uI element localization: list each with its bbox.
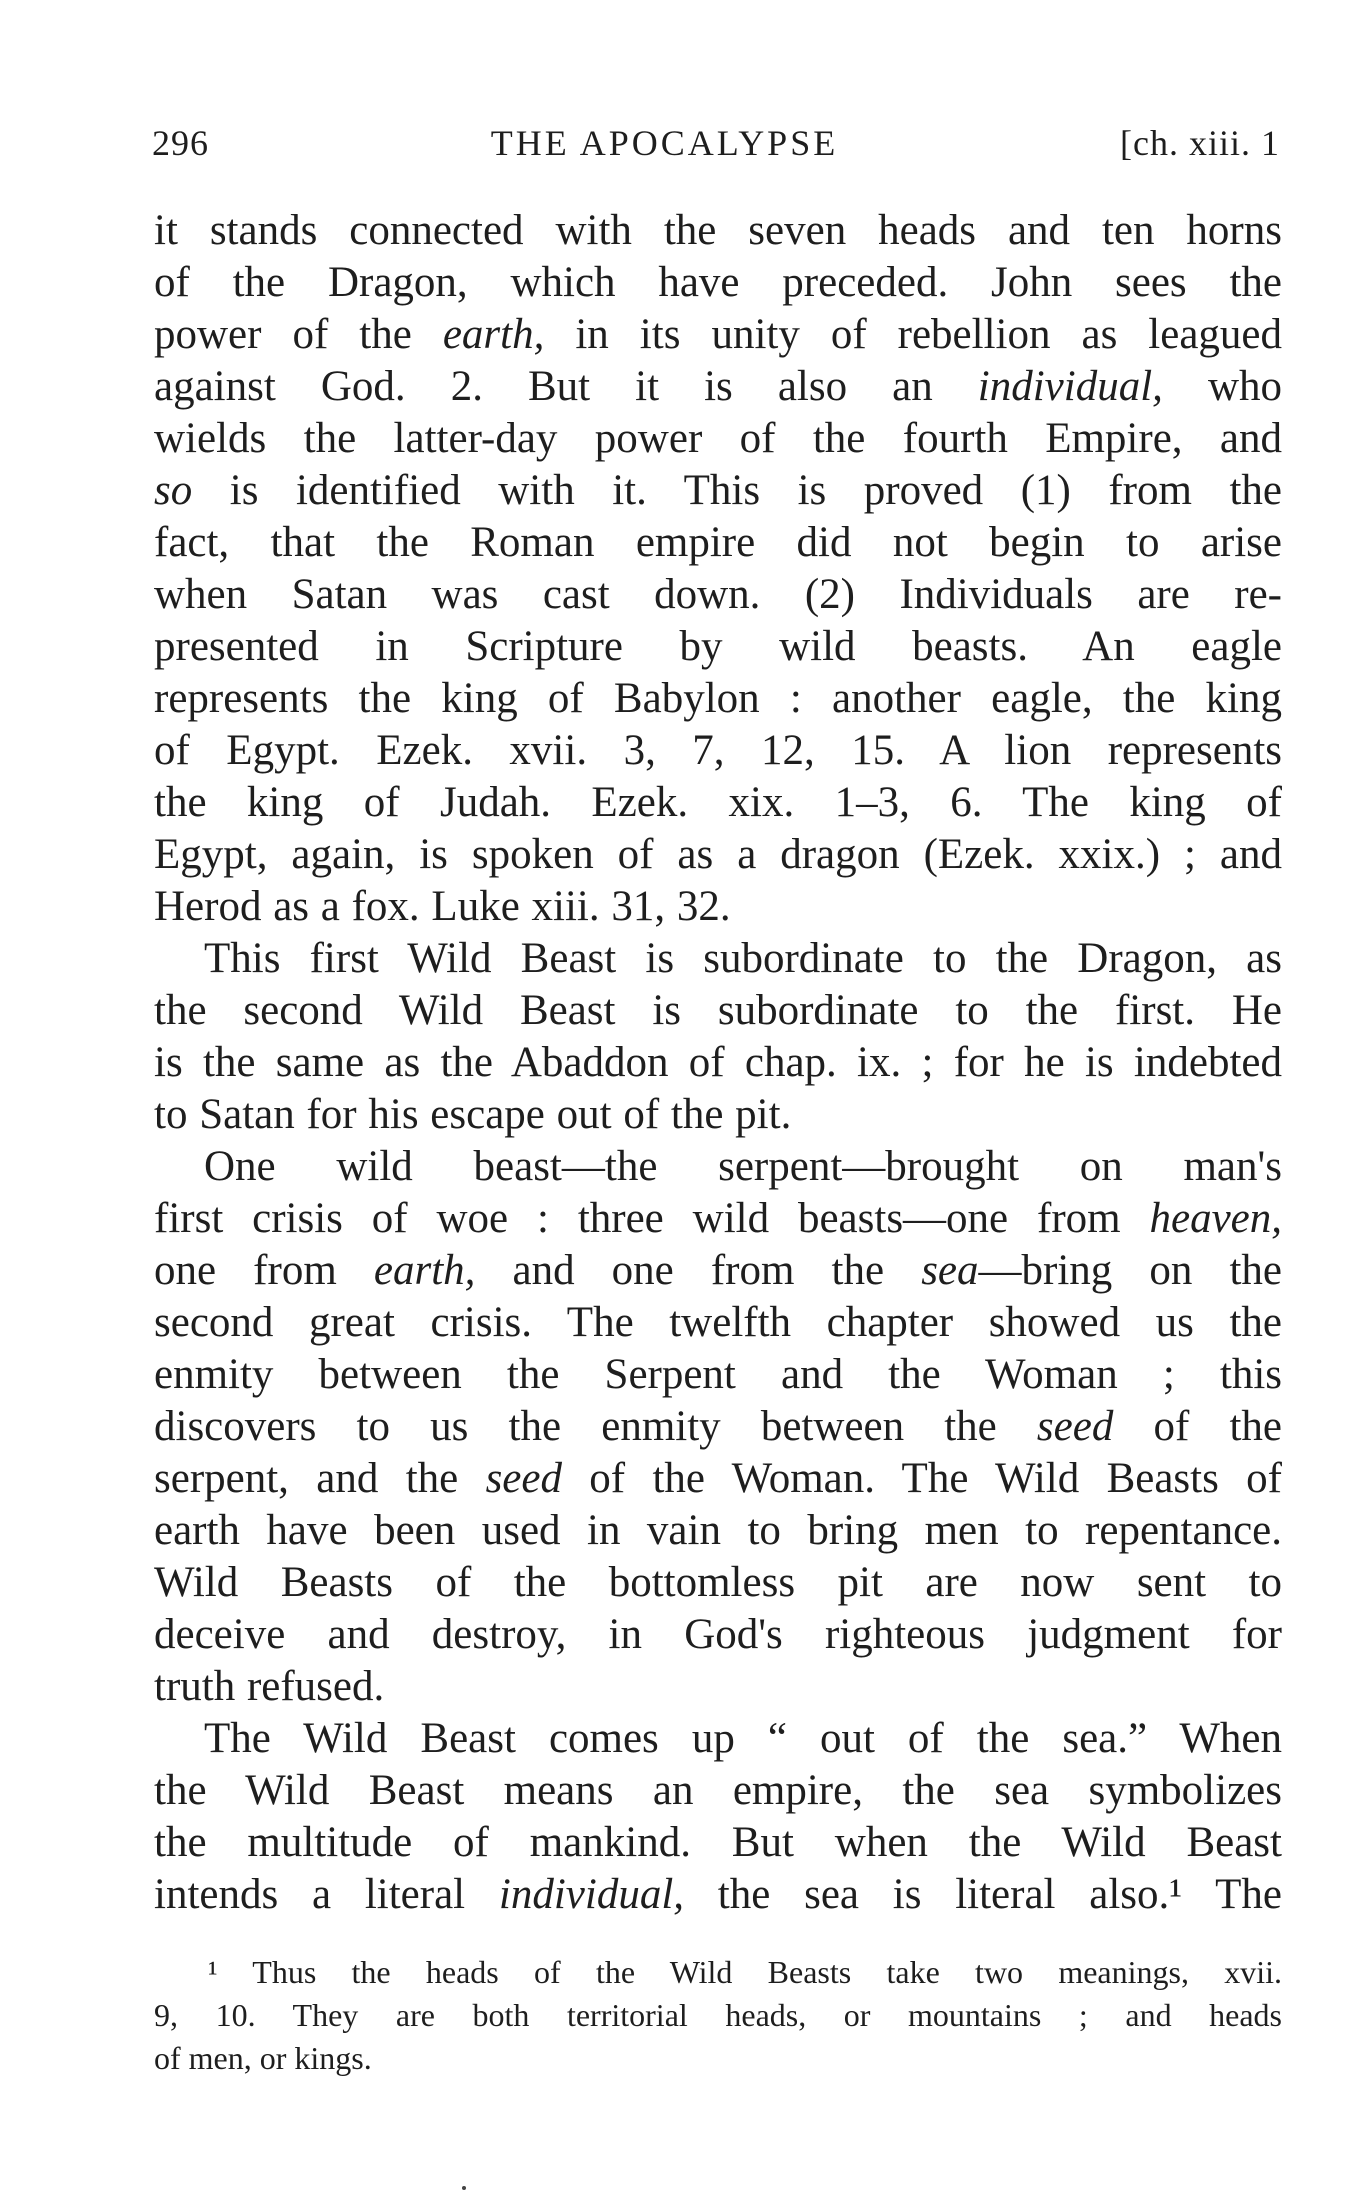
text-line: This first Wild Beast is subordinate to the Dragon, as xyxy=(204,935,1282,982)
text-line: truth refused. xyxy=(154,1663,385,1710)
footnote-line: 9, 10. They are both territorial heads, or mountains ; and heads xyxy=(154,1997,1282,2033)
text-line: enmity between the Serpent and the Woman ; this xyxy=(154,1351,1282,1398)
chapter-reference: [ch. xiii. 1 xyxy=(1120,123,1280,163)
text-line: it stands connected with the seven heads and ten horns xyxy=(154,207,1282,254)
running-title: THE APOCALYPSE xyxy=(490,123,839,163)
footnote-line: ¹ Thus the heads of the Wild Beasts take two meanings, xvii. xyxy=(208,1954,1282,1990)
footnote-line: of men, or kings. xyxy=(154,2040,372,2076)
text-line: to Satan for his escape out of the pit. xyxy=(154,1091,792,1138)
text-line: earth have been used in vain to bring men to repentance. xyxy=(154,1507,1282,1554)
text-line: Egypt, again, is spoken of as a dragon (Ezek. xxix.) ; and xyxy=(154,831,1282,878)
text-line: fact, that the Roman empire did not begin to arise xyxy=(154,519,1282,566)
text-line: wields the latter-day power of the fourth Empire, and xyxy=(154,415,1282,462)
text-line: of Egypt. Ezek. xvii. 3, 7, 12, 15. A lion represents xyxy=(154,727,1282,774)
text-line: the multitude of mankind. But when the Wild Beast xyxy=(154,1819,1282,1866)
text-line: the second Wild Beast is subordinate to the first. He xyxy=(154,987,1282,1034)
text-line: The Wild Beast comes up “ out of the sea.” When xyxy=(204,1715,1282,1762)
text-line: first crisis of woe : three wild beasts—one from heaven, xyxy=(154,1195,1282,1242)
text-line: one from earth, and one from the sea—bring on the xyxy=(154,1247,1283,1294)
text-line: discovers to us the enmity between the seed of the xyxy=(154,1403,1282,1450)
text-line: deceive and destroy, in God's righteous judgment for xyxy=(154,1611,1282,1658)
printer-mark xyxy=(462,2186,466,2190)
text-line: second great crisis. The twelfth chapter showed us the xyxy=(154,1299,1282,1346)
footnote xyxy=(154,1951,1282,2080)
text-line: One wild beast—the serpent—brought on man's xyxy=(204,1143,1282,1190)
text-line: Wild Beasts of the bottomless pit are now sent to xyxy=(154,1559,1282,1606)
text-line: serpent, and the seed of the Woman. The Wild Beasts of xyxy=(154,1455,1282,1502)
text-line: intends a literal individual, the sea is literal also.¹ The xyxy=(154,1871,1282,1918)
text-line: Herod as a fox. Luke xiii. 31, 32. xyxy=(154,883,731,930)
text-line: the Wild Beast means an empire, the sea symbolizes xyxy=(154,1767,1282,1814)
body-text xyxy=(154,205,1282,1921)
text-line: so is identified with it. This is proved (1) from the xyxy=(154,467,1282,514)
text-line: when Satan was cast down. (2) Individuals are re- xyxy=(154,571,1282,618)
text-line: power of the earth, in its unity of rebellion as leagued xyxy=(154,311,1283,358)
text-line: of the Dragon, which have preceded. John sees the xyxy=(154,259,1282,306)
running-header xyxy=(152,118,1280,168)
text-line: presented in Scripture by wild beasts. An eagle xyxy=(154,623,1282,670)
text-line: against God. 2. But it is also an individual, who xyxy=(154,363,1283,410)
text-line: represents the king of Babylon : another eagle, the king xyxy=(154,675,1282,722)
text-line: the king of Judah. Ezek. xix. 1–3, 6. The king of xyxy=(154,779,1282,826)
text-line: is the same as the Abaddon of chap. ix. ; for he is indebted xyxy=(154,1039,1282,1086)
page-number: 296 xyxy=(152,123,209,163)
